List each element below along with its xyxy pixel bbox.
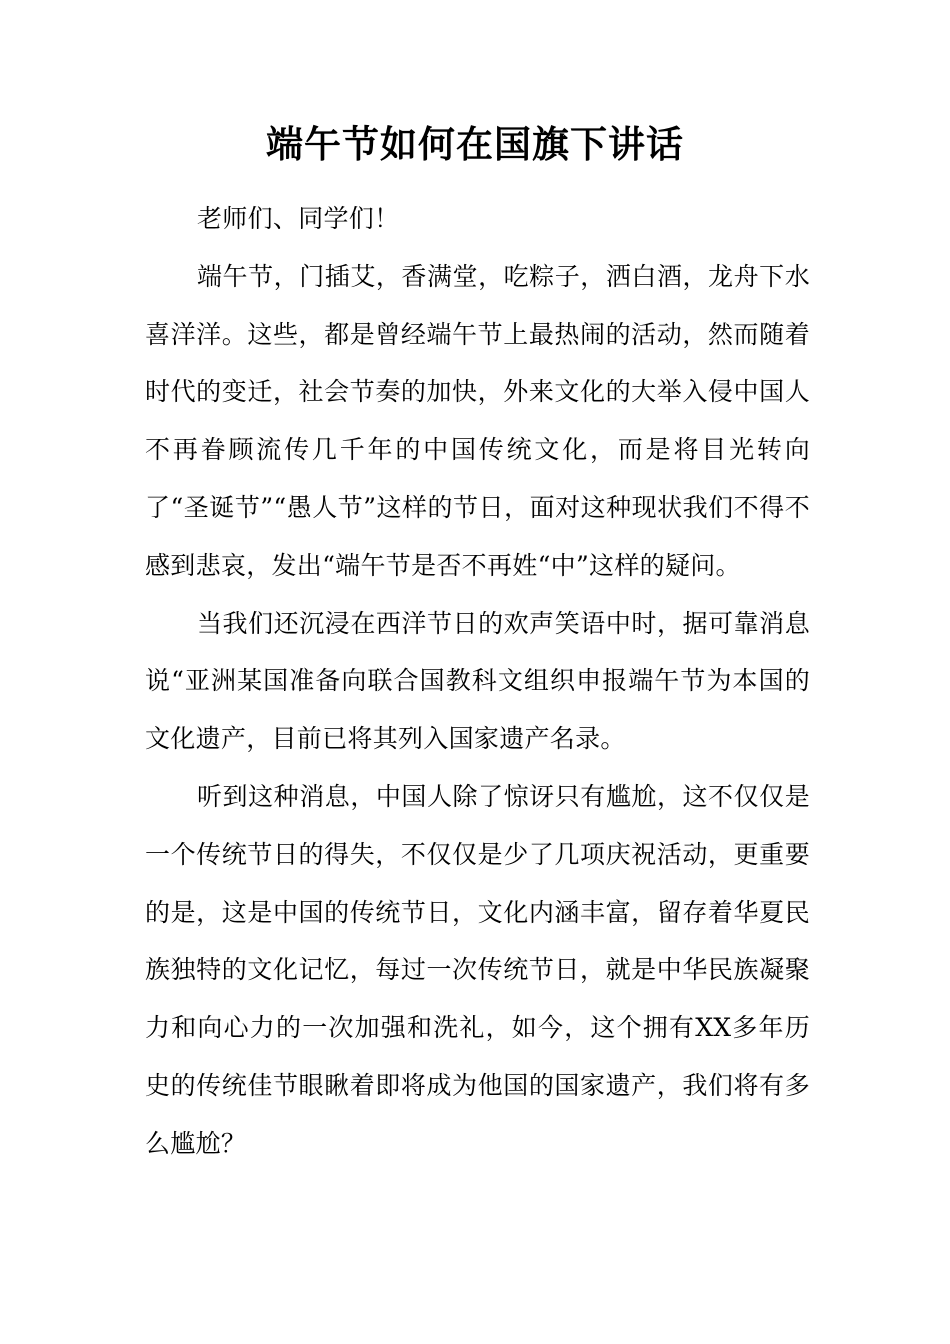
- paragraph-3: 听到这种消息，中国人除了惊讶只有尴尬，这不仅仅是一个传统节日的得失，不仅仅是少了几项庆祝活动，更重要的是，这是中国的传统节日，文化内涵丰富，留存着华夏民族独特的文化记忆，每过一次传统节日，就是中华民族凝聚力和向心力的一次加强和洗礼，如今，这个拥有XX多年历史的传统佳节眼瞅着即将成为他国的国家遗产，我们将有多么尴尬？: [145, 781, 810, 1158]
- document-title: 端午节如何在国旗下讲话: [266, 122, 684, 166]
- document-body: [145, 190, 810, 1173]
- paragraph-1: 端午节，门插艾，香满堂，吃粽子，洒白酒，龙舟下水喜洋洋。这些，都是曾经端午节上最热闹的活动，然而随着时代的变迁，社会节奏的加快，外来文化的大举入侵中国人不再眷顾流传几千年的中国传统文化，而是将目光转向了“圣诞节”“愚人节”这样的节日，面对这种现状我们不得不感到悲哀，发出“端午节是否不再姓“中”这样的疑问。: [145, 261, 810, 580]
- salutation: 老师们、同学们！: [197, 204, 400, 233]
- paragraph-2: 当我们还沉浸在西洋节日的欢声笑语中时，据可靠消息说“亚洲某国准备向联合国教科文组织申报端午节为本国的文化遗产，目前已将其列入国家遗产名录。: [145, 608, 810, 754]
